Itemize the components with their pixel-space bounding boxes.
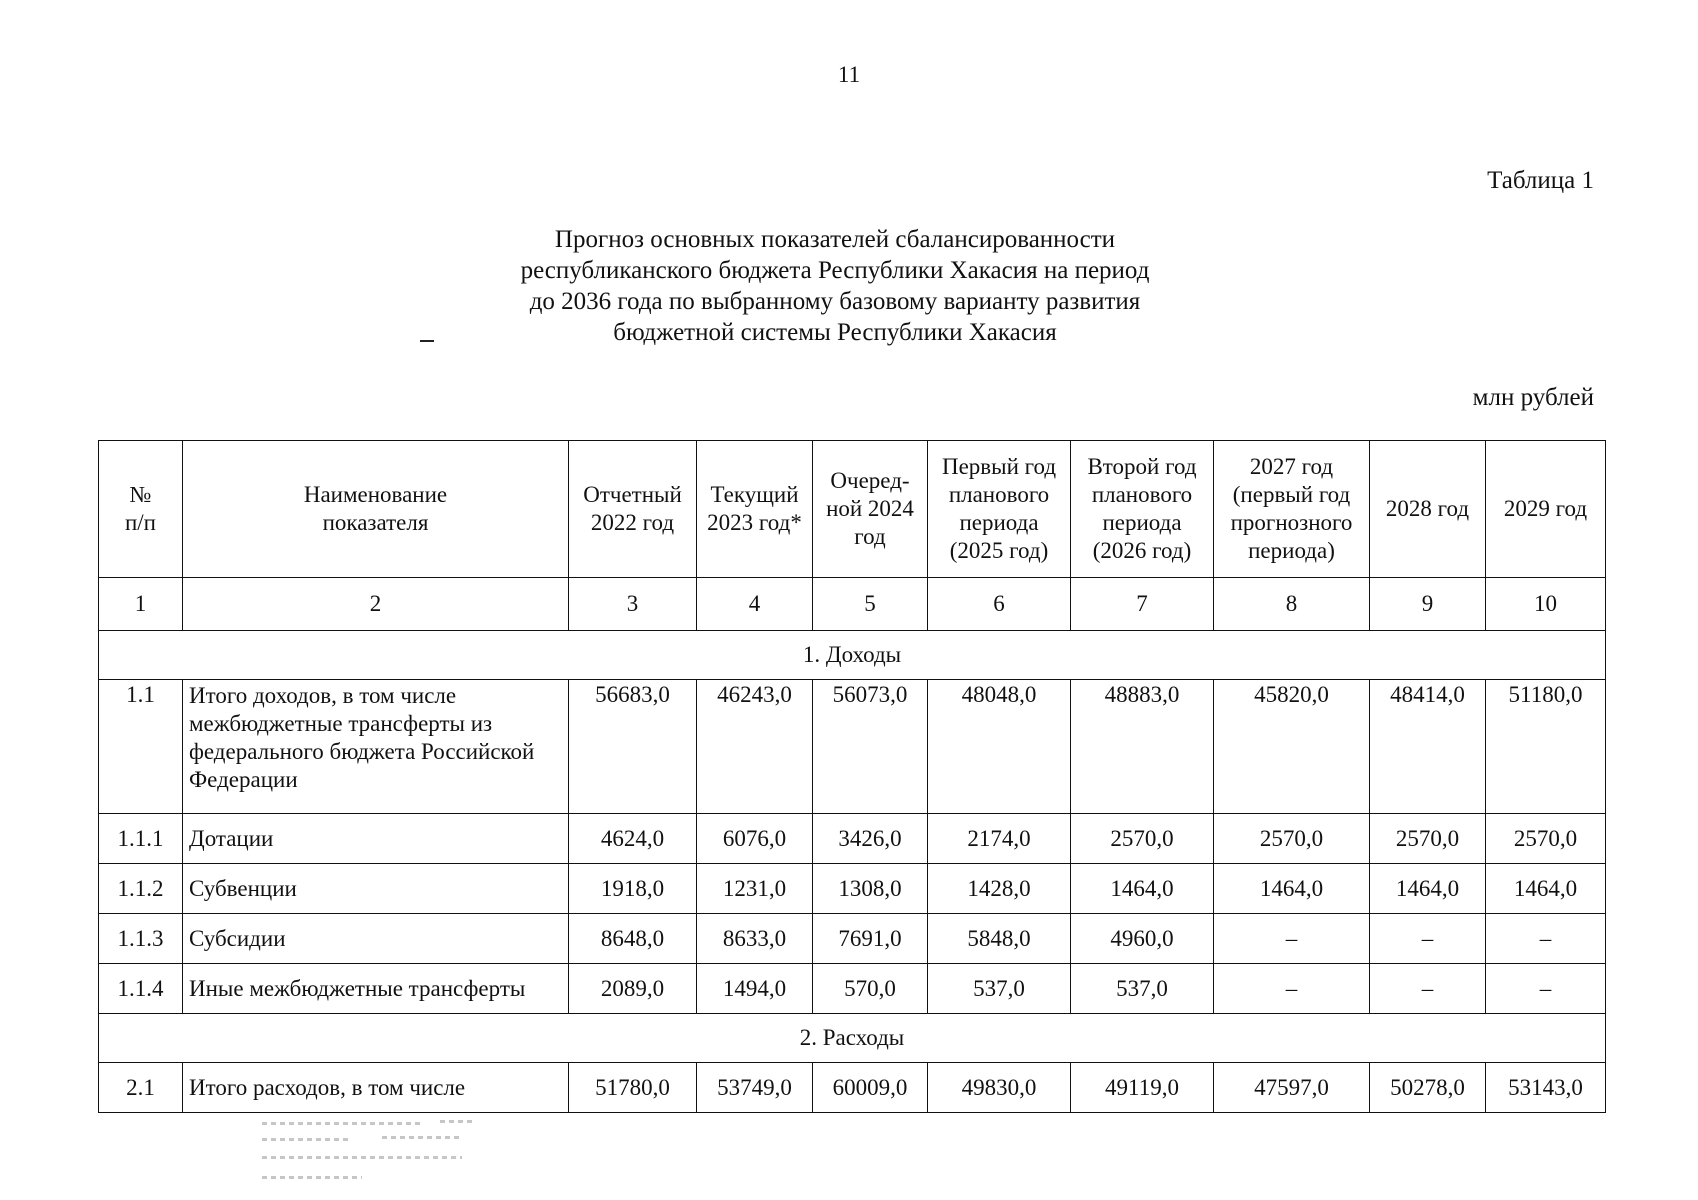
row-number: 1.1.2 (99, 864, 183, 914)
col-header-number: № п/п (99, 441, 183, 578)
title-line: до 2036 года по выбранному базовому варианту развития (529, 288, 1141, 315)
col-header-2026: Второй год планового периода (2026 год) (1071, 441, 1214, 578)
title-line: республиканского бюджета Республики Хакасия на период (520, 257, 1150, 284)
cell-value: – (1486, 914, 1606, 964)
row-name: Итого доходов, в том числе межбюджетные трансферты из федерального бюджета Российской Федерации (183, 680, 569, 814)
column-number: 5 (813, 578, 928, 631)
cell-value: 1428,0 (928, 864, 1071, 914)
cell-value: 2570,0 (1486, 814, 1606, 864)
cell-value: 2570,0 (1071, 814, 1214, 864)
header-row (99, 441, 1606, 578)
row-number: 1.1 (99, 680, 183, 814)
col-header-2024: Очеред- ной 2024 год (813, 441, 928, 578)
table-row (99, 864, 1606, 914)
table-row (99, 964, 1606, 1014)
cell-value: 2570,0 (1214, 814, 1370, 864)
cell-value: 1231,0 (697, 864, 813, 914)
table-label: Таблица 1 (1487, 167, 1594, 194)
section-row-income (99, 631, 1606, 680)
column-number: 7 (1071, 578, 1214, 631)
cell-value: 1464,0 (1071, 864, 1214, 914)
title-line: бюджетной системы Республики Хакасия (613, 319, 1057, 346)
row-number: 2.1 (99, 1063, 183, 1113)
row-name: Итого расходов, в том числе (183, 1063, 569, 1113)
col-header-2028: 2028 год (1370, 441, 1486, 578)
row-name: Субвенции (183, 864, 569, 914)
row-name: Дотации (183, 814, 569, 864)
cell-value: 50278,0 (1370, 1063, 1486, 1113)
section-row-expenses (99, 1014, 1606, 1063)
column-number: 9 (1370, 578, 1486, 631)
col-header-2025: Первый год планового периода (2025 год) (928, 441, 1071, 578)
cell-value: – (1486, 964, 1606, 1014)
cell-value: 2174,0 (928, 814, 1071, 864)
cell-value: 46243,0 (697, 680, 813, 814)
units-label: млн рублей (1472, 384, 1594, 411)
cell-value: 53143,0 (1486, 1063, 1606, 1113)
cell-value: – (1214, 914, 1370, 964)
cell-value: 6076,0 (697, 814, 813, 864)
column-number: 4 (697, 578, 813, 631)
scan-dash-mark (420, 340, 434, 342)
row-name: Субсидии (183, 914, 569, 964)
cell-value: – (1214, 964, 1370, 1014)
column-number: 1 (99, 578, 183, 631)
faded-stamp-mark (262, 1118, 482, 1186)
cell-value: 1464,0 (1370, 864, 1486, 914)
row-name: Иные межбюджетные трансферты (183, 964, 569, 1014)
column-number: 8 (1214, 578, 1370, 631)
cell-value: 48883,0 (1071, 680, 1214, 814)
col-header-2023: Текущий 2023 год* (697, 441, 813, 578)
table-row (99, 1063, 1606, 1113)
col-header-2027: 2027 год (первый год прогнозного периода) (1214, 441, 1370, 578)
cell-value: 56683,0 (569, 680, 697, 814)
row-number: 1.1.3 (99, 914, 183, 964)
cell-value: 1464,0 (1486, 864, 1606, 914)
section-title: 2. Расходы (99, 1014, 1606, 1063)
cell-value: 47597,0 (1214, 1063, 1370, 1113)
budget-forecast-table (98, 440, 1606, 1113)
table-row (99, 914, 1606, 964)
table-row (99, 680, 1606, 814)
row-number: 1.1.4 (99, 964, 183, 1014)
title-line: Прогноз основных показателей сбалансированности (554, 226, 1116, 253)
cell-value: 537,0 (928, 964, 1071, 1014)
col-header-indicator: Наименование показателя (183, 441, 569, 578)
cell-value: 4624,0 (569, 814, 697, 864)
column-number: 2 (183, 578, 569, 631)
cell-value: 48414,0 (1370, 680, 1486, 814)
cell-value: 1494,0 (697, 964, 813, 1014)
cell-value: 8648,0 (569, 914, 697, 964)
cell-value: – (1370, 964, 1486, 1014)
row-number: 1.1.1 (99, 814, 183, 864)
cell-value: 1918,0 (569, 864, 697, 914)
cell-value: 45820,0 (1214, 680, 1370, 814)
column-number: 3 (569, 578, 697, 631)
page-number: 11 (837, 62, 861, 87)
cell-value: 1308,0 (813, 864, 928, 914)
col-header-2022: Отчетный 2022 год (569, 441, 697, 578)
cell-value: 51780,0 (569, 1063, 697, 1113)
section-title: 1. Доходы (99, 631, 1606, 680)
cell-value: 51180,0 (1486, 680, 1606, 814)
cell-value: 4960,0 (1071, 914, 1214, 964)
cell-value: 8633,0 (697, 914, 813, 964)
cell-value: 5848,0 (928, 914, 1071, 964)
cell-value: 56073,0 (813, 680, 928, 814)
cell-value: 2089,0 (569, 964, 697, 1014)
cell-value: 60009,0 (813, 1063, 928, 1113)
cell-value: 2570,0 (1370, 814, 1486, 864)
cell-value: 49830,0 (928, 1063, 1071, 1113)
cell-value: 3426,0 (813, 814, 928, 864)
cell-value: 48048,0 (928, 680, 1071, 814)
cell-value: 7691,0 (813, 914, 928, 964)
column-number: 6 (928, 578, 1071, 631)
cell-value: 53749,0 (697, 1063, 813, 1113)
cell-value: – (1370, 914, 1486, 964)
cell-value: 1464,0 (1214, 864, 1370, 914)
cell-value: 537,0 (1071, 964, 1214, 1014)
column-number: 10 (1486, 578, 1606, 631)
document-title (400, 224, 1270, 348)
cell-value: 570,0 (813, 964, 928, 1014)
cell-value: 49119,0 (1071, 1063, 1214, 1113)
column-number-row (99, 578, 1606, 631)
col-header-2029: 2029 год (1486, 441, 1606, 578)
table-row (99, 814, 1606, 864)
